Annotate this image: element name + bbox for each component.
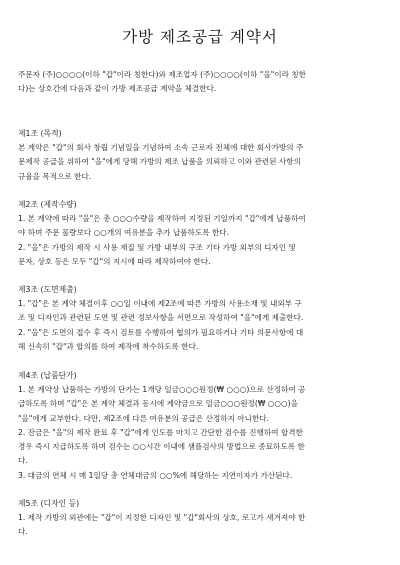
article-line: 본 계약은 "갑"의 회사 창립 기념일을 기념하여 소속 근로자 전체에 대한 회사가방의 주: [18, 143, 304, 152]
article-line: 조 및 디자인과 관련된 도면 및 관련 정보사항을 서면으로 작성하여 "을"에게 제출한다.: [18, 313, 304, 323]
article-heading: 제1조 (목적): [18, 129, 62, 138]
article-1: [18, 127, 384, 184]
article-heading: 제3조 (도면제출): [18, 285, 77, 294]
article-3: [18, 283, 384, 354]
article-line: 1. 본 계약상 납품하는 가방의 단가는 1개당 일금○○○원정(₩ ○○○)으로 산정하여 공: [18, 385, 306, 394]
article-line: 1. "갑"은 본 계약 체결이후 ○○일 이내에 제2조에 따른 가방의 사용소재 및 내외부 구: [18, 299, 302, 308]
article-line: 3. 대금의 연체 시 매 1일당 총 연체대금의 ○○%에 해당하는 지연이자가 가산된다.: [18, 470, 293, 480]
article-line: 2. 잔금은 "을"의 제작 완료 후 "갑"에게 인도를 마치고 간단한 검수를 진행하여 합격한: [18, 427, 303, 437]
article-line: 2. "을"은 도면의 접수 후 즉시 검토를 수행하여 협의가 필요하거나 기타 의문사항에 대: [18, 327, 304, 337]
preamble-line: 주문자 (주)○○○○(이하 "갑"이라 칭한다)와 제조업자 (주)○○○○(이하 "을"이라 칭한: [18, 70, 307, 79]
article-line: 1. 본 계약에 따라 "을"은 총 ○○○수량을 제작하여 지정된 기일까지 "갑"에게 납품하여: [18, 214, 306, 223]
article-line: 규율을 목적으로 한다.: [18, 171, 92, 181]
article-line: 다.: [18, 456, 28, 466]
article-4: [18, 369, 384, 483]
article-2: [18, 198, 384, 269]
article-line: 문제작 공급을 위하여 "을"에게 당해 가방의 제조 납품을 의뢰하고 이와 관련된 사항의: [18, 157, 301, 167]
article-line: "을"에게 교부한다. 다만, 제2조에 다른 여유분의 공급은 산정하지 아니한다.: [18, 413, 270, 423]
preamble: [18, 68, 384, 97]
article-line: 해 신속히 "갑"과 합의를 하여 제작에 착수하도록 한다.: [18, 341, 199, 351]
article-heading: 제2조 (제작수량): [18, 200, 77, 209]
preamble-line: 다)는 상호간에 다음과 같이 가방 제조공급 계약을 체결한다.: [18, 84, 217, 94]
article-line: 급하도록 하며 "갑"은 본 계약 체결과 동시에 계약금으로 일금○○○원정(₩ ○○○)을: [18, 399, 298, 409]
article-line: 1. 제작 가방의 외관에는 "갑"이 지정한 디자인 및 "갑"회사의 상호, 로고가 새겨져야 한: [18, 513, 306, 522]
article-heading: 제5조 (디자인 등): [18, 499, 80, 508]
article-line: 2. "을"은 가방의 제작 시 사용 재질 및 가방 내부의 구조 기타 가방 외부의 디자인 및: [18, 242, 296, 252]
article-heading: 제4조 (납품단가): [18, 371, 77, 380]
article-line: 경우 즉시 지급하도록 하며 검수는 ○○시간 이내에 샘플검사의 방법으로 종료하도록 한: [18, 442, 305, 452]
document-title: 가방 제조공급 계약서: [122, 28, 278, 46]
article-line: 문자, 상호 등은 모두 "갑"의 지시에 따라 제작하여야 한다.: [18, 256, 211, 266]
article-line: 야 하며 주문 물량보다 ○○개의 여유분을 추가 납품하도록 한다.: [18, 228, 230, 238]
article-5: [18, 497, 384, 540]
article-line: 다.: [18, 527, 28, 537]
